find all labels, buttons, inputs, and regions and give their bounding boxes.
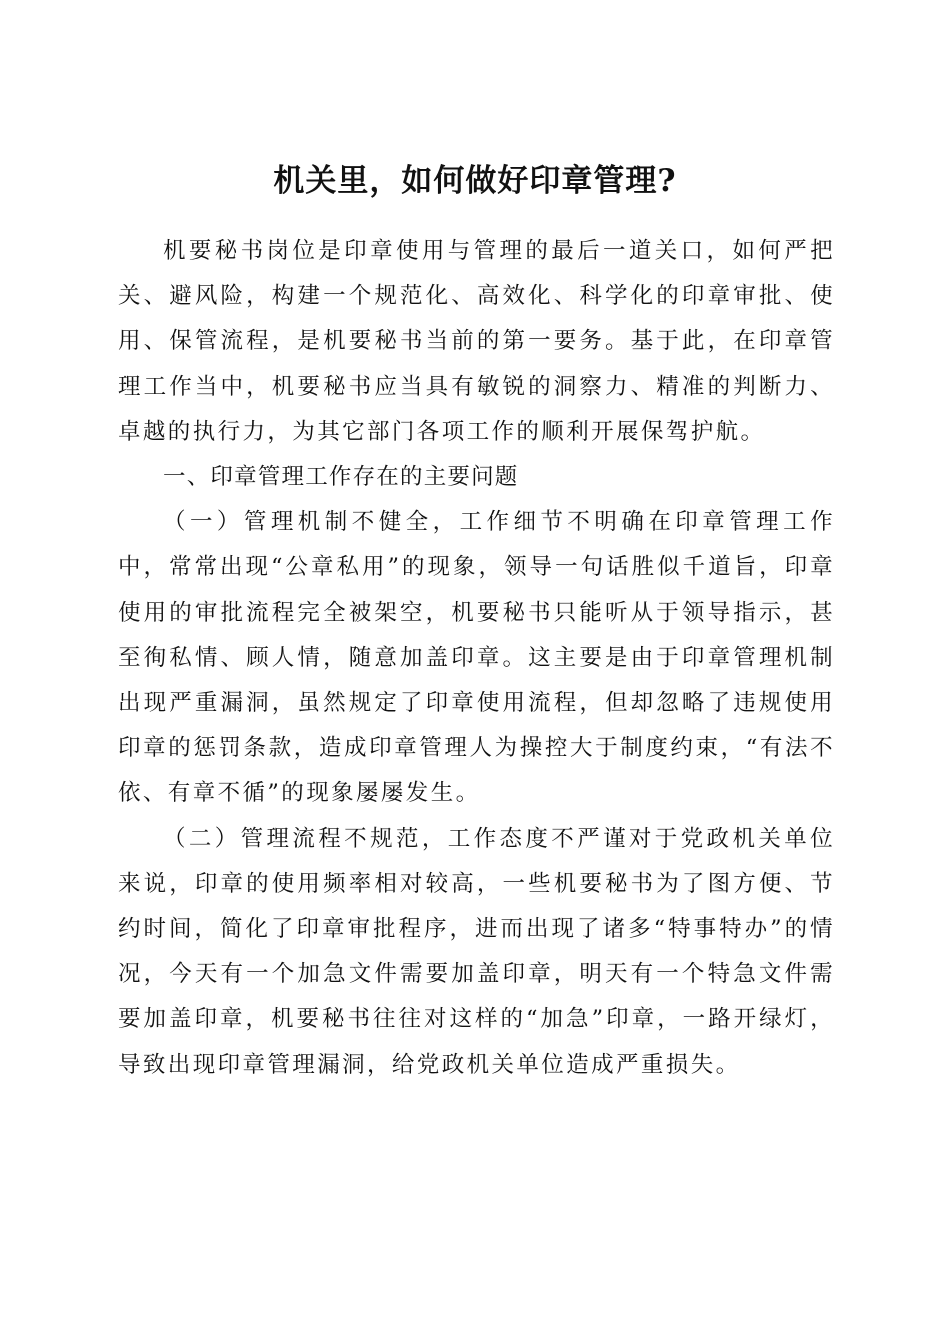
section-heading: 一、印章管理工作存在的主要问题 [163,464,519,491]
page-title: 机关里，如何做好印章管理? [273,162,677,199]
intro-paragraph: 机要秘书岗位是印章使用与管理的最后一道关口，如何严把关、避风险，构建一个规范化、高效化、科学化的印章审批、使用、保管流程，是机要秘书当前的第一要务。基于此，在印章管理工作当中，机要秘书应当具有敏锐的洞察力、精准的判断力、卓越的执行力，为其它部门各项工作的顺利开展保驾护航。 [118,238,835,445]
paragraph-1: （一）管理机制不健全，工作细节不明确在印章管理工作中，常常出现“公章私用”的现象，领导一句话胜似千道旨，印章使用的审批流程完全被架空，机要秘书只能听从于领导指示，甚至徇私情、顾人情，随意加盖印章。这主要是由于印章管理机制出现严重漏洞，虽然规定了印章使用流程，但却忽略了违规使用印章的惩罚条款，造成印章管理人为操控大于制度约束，“有法不依、有章不循”的现象屡屡发生。 [118,509,835,807]
paragraph-2: （二）管理流程不规范，工作态度不严谨对于党政机关单位来说，印章的使用频率相对较高，一些机要秘书为了图方便、节约时间，简化了印章审批程序，进而出现了诸多“特事特办”的情况，今天有一个加急文件需要加盖印章，明天有一个特急文件需要加盖印章，机要秘书往往对这样的“加急”印章，一路开绿灯，导致出现印章管理漏洞，给党政机关单位造成严重损失。 [118,825,835,1078]
document-body [118,229,835,1088]
